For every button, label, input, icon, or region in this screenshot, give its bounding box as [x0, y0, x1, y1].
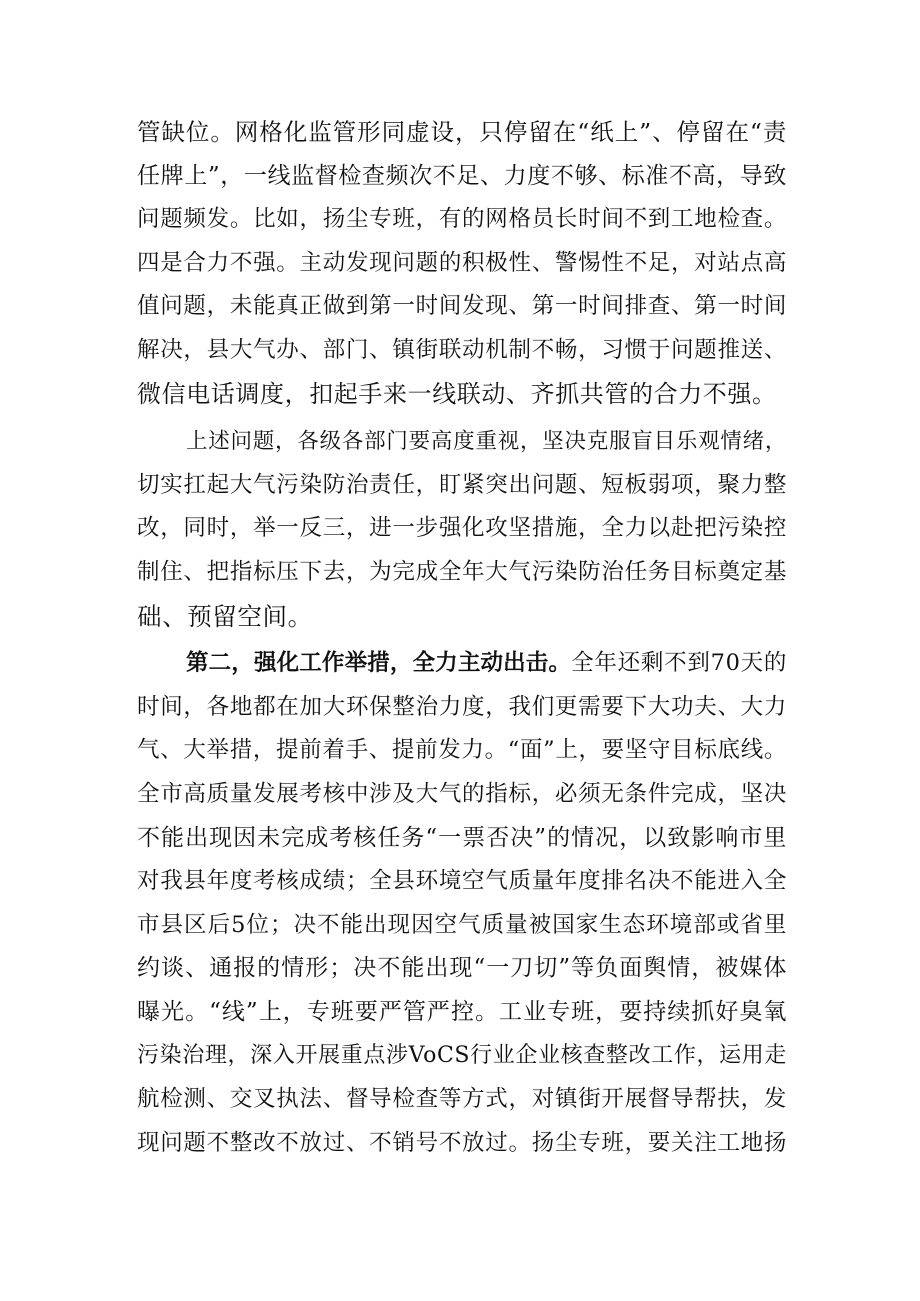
text-line: 四是合力不强。主动发现问题的积极性、警惕性不足，对站点高 — [137, 249, 787, 276]
text-line: 问题频发。比如，扬尘专班，有的网格员长时间不到工地检查。 — [137, 206, 787, 233]
paragraph-measures — [137, 642, 787, 1165]
text-line: 切实扛起大气污染防治责任，盯紧突出问题、短板弱项，聚力整 — [137, 471, 787, 498]
text-line: 不能出现因未完成考核任务“一票否决”的情况，以致影响市里 — [137, 824, 787, 851]
text-line: 任牌上”，一线监督检查频次不足、力度不够、标准不高，导致 — [137, 162, 787, 189]
text-line: 制住、把指标压下去，为完成全年大气污染防治任务目标奠定基 — [137, 558, 787, 585]
text-line: 约谈、通报的情形；决不能出现“一刀切”等负面舆情，被媒体 — [137, 955, 787, 982]
text-line: 全市高质量发展考核中涉及大气的指标，必须无条件完成，坚决 — [137, 780, 787, 807]
text-line-first — [137, 642, 787, 686]
paragraph-requirements — [137, 420, 787, 638]
text-line: 值问题，未能真正做到第一时间发现、第一时间排查、第一时间 — [137, 293, 787, 320]
text-line: 曝光。“线”上，专班要严管严控。工业专班，要持续抓好臭氧 — [137, 998, 787, 1025]
paragraph-problems — [137, 111, 787, 416]
text-line: 上述问题，各级各部门要高度重视，坚决克服盲目乐观情绪， — [186, 429, 787, 455]
heading-continuation: 全年还剩不到70天的 — [571, 650, 787, 677]
text-line: 解决，县大气办、部门、镇街联动机制不畅，习惯于问题推送、 — [137, 336, 787, 363]
section-heading: 第二，强化工作举措，全力主动出击。 — [186, 650, 572, 677]
text-line: 对我县年度考核成绩；全县环境空气质量年度排名决不能进入全 — [137, 868, 787, 895]
text-line: 现问题不整改不放过、不销号不放过。扬尘专班，要关注工地扬 — [137, 1129, 787, 1156]
text-line: 改，同时，举一反三，进一步强化攻坚措施，全力以赴把污染控 — [137, 515, 787, 542]
text-line: 时间，各地都在加大环保整治力度，我们更需要下大功夫、大力 — [137, 693, 787, 720]
document-body — [137, 111, 787, 1165]
text-line: 气、大举措，提前着手、提前发力。“面”上，要坚守目标底线。 — [137, 737, 787, 764]
text-line: 航检测、交叉执法、督导检查等方式，对镇街开展督导帮扶，发 — [137, 1086, 787, 1113]
text-line: 管缺位。网格化监管形同虚设，只停留在“纸上”、停留在“责 — [137, 118, 787, 146]
text-line: 础、预留空间。 — [137, 601, 313, 631]
text-line: 市县区后5位；决不能出现因空气质量被国家生态环境部或省里 — [137, 911, 787, 938]
text-line: 污染治理，深入开展重点涉VoCS行业企业核查整改工作，运用走 — [137, 1043, 787, 1069]
text-line: 微信电话调度，扣起手来一线联动、齐抓共管的合力不强。 — [137, 379, 777, 408]
